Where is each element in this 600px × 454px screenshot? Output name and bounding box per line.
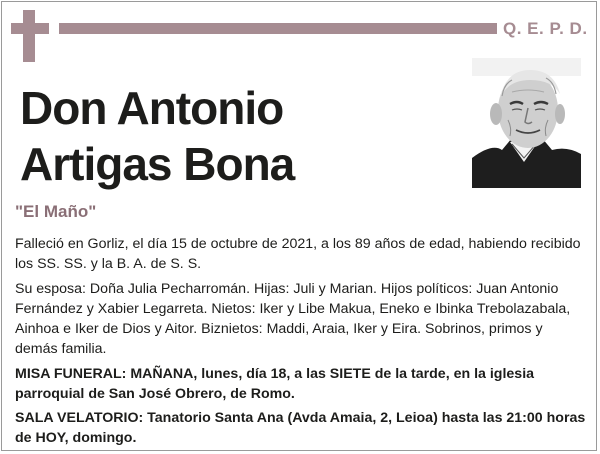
deceased-name bbox=[20, 80, 450, 192]
death-details: Falleció en Gorliz, el día 15 de octubre de 2021, a los 89 años de edad, habiendo recibido los SS. SS. y la B. A. de S. S. bbox=[15, 236, 581, 272]
name-line-1: Don Antonio bbox=[20, 82, 284, 134]
name-line-2: Artigas Bona bbox=[20, 138, 295, 190]
wake-info: SALA VELATORIO: Tanatorio Santa Ana (Avda Amaia, 2, Leioa) hasta las 21:00 horas de HOY, domingo. bbox=[15, 410, 586, 446]
cross-icon bbox=[23, 10, 35, 62]
family-list: Su esposa: Doña Julia Pecharromán. Hijas: Juli y Marian. Hijos políticos: Juan Antonio Fernández y Xabier Legarreta. Nietos: Iker y Libe Makua, Eneko e Ibinka Trebolazabala, Ainhoa e Iker de Dios y Aitor. Biznietos: Maddi, Araia, Iker y Eira. Sobrinos, primos y demás familia. bbox=[15, 281, 571, 357]
nickname: "El Maño" bbox=[15, 202, 97, 221]
qepd-label: Q. E. P. D. bbox=[503, 19, 588, 38]
header-rule bbox=[59, 23, 497, 34]
funeral-mass: MISA FUNERAL: MAÑANA, lunes, día 18, a las SIETE de la tarde, en la iglesia parroquial de San José Obrero, de Romo. bbox=[15, 366, 535, 402]
cross-icon-bar bbox=[11, 23, 49, 34]
portrait-photo bbox=[472, 58, 581, 188]
